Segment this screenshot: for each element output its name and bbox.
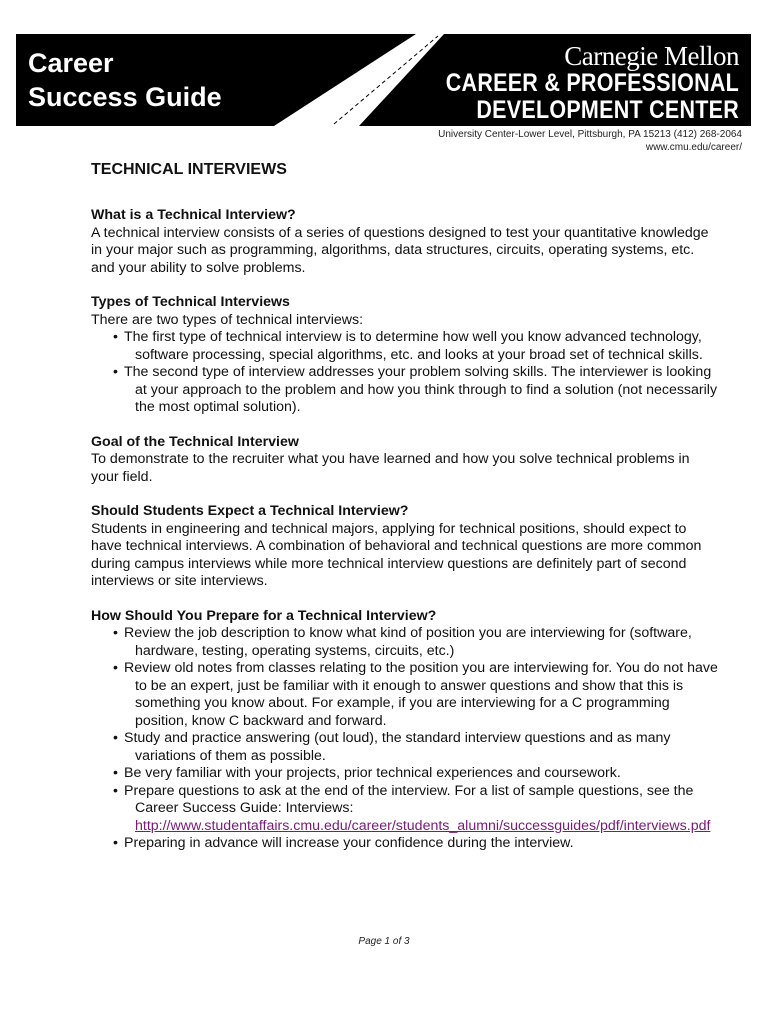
section-heading: Types of Technical Interviews (91, 294, 290, 310)
bullet-list (91, 625, 721, 853)
section-prepare (91, 608, 721, 853)
brand-name: Carnegie Mellon (564, 41, 739, 71)
section-heading: Goal of the Technical Interview (91, 433, 299, 450)
bullet-list (91, 329, 721, 417)
section-intro: There are two types of technical interviews: (91, 311, 364, 328)
section-body: Students in engineering and technical majors, applying for technical positions, should expect to have technical interviews. A combination of behavioral and technical questions are more common during campus interviews while more technical interview questions are definitely part of second interviews or site interviews. (91, 520, 702, 589)
section-goal (91, 434, 721, 487)
section-heading: How Should You Prepare for a Technical Interview? (91, 607, 437, 624)
center-name-line1: CAREER & PROFESSIONAL (445, 69, 739, 97)
list-item: • Review the job description to know what kind of position you are interviewing for (software, hardware, testing, operating systems, circuits, etc.) (91, 625, 721, 660)
list-item: • Preparing in advance will increase your confidence during the interview. (91, 835, 721, 853)
address-text: University Center-Lower Level, Pittsburgh, PA 15213 (412) 268-2064 (438, 129, 742, 140)
section-expect (91, 503, 721, 591)
guide-title-line2: Success Guide (28, 82, 222, 112)
contact-info (438, 128, 742, 154)
interviews-guide-link[interactable]: http://www.studentaffairs.cmu.edu/career/students_alumni/successguides/pdf/interviews.pdf (135, 817, 711, 834)
cmu-logo (398, 42, 739, 124)
section-heading: Should Students Expect a Technical Interview? (91, 503, 409, 519)
list-item: • The second type of interview addresses your problem solving skills. The interviewer is looking at your approach to the problem and how you think through to find a solution (not necessarily the most optimal solution). (91, 364, 721, 417)
page-number: Page 1 of 3 (358, 936, 410, 947)
website-text: www.cmu.edu/career/ (645, 142, 742, 153)
section-body: To demonstrate to the recruiter what you have learned and how you solve technical problems in your field. (91, 451, 690, 485)
list-item: • Study and practice answering (out loud), the standard interview questions and as many variations of them as possible. (91, 730, 721, 765)
section-what (91, 207, 721, 277)
list-item: • Be very familiar with your projects, prior technical experiences and coursework. (91, 765, 721, 783)
list-item: • Review old notes from classes relating to the position you are interviewing for. You do not have to be an expert, just be familiar with it enough to answer questions and show that this is something you know about. For example, if you are interviewing for a C programming position, know C backward and forward. (91, 660, 721, 730)
header-banner (16, 34, 751, 126)
center-name-line2: DEVELOPMENT CENTER (476, 96, 739, 124)
section-types (91, 294, 721, 417)
section-heading: What is a Technical Interview? (91, 207, 296, 223)
list-item-text: Prepare questions to ask at the end of the interview. For a list of sample questions, see the Career Success Guide: Interviews: (124, 782, 694, 816)
document-body (91, 160, 721, 870)
list-item: • The first type of technical interview is to determine how well you know advanced technology, software processing, special algorithms, etc. and looks at your broad set of technical skills. (91, 329, 721, 364)
guide-title-line1: Career (28, 48, 114, 78)
guide-title (28, 46, 222, 114)
section-body: A technical interview consists of a series of questions designed to test your quantitative knowledge in your major such as programming, algorithms, data structures, circuits, operating systems, etc. and your ability to solve problems. (91, 224, 709, 276)
list-item (91, 783, 721, 836)
page-title: TECHNICAL INTERVIEWS (91, 161, 287, 178)
